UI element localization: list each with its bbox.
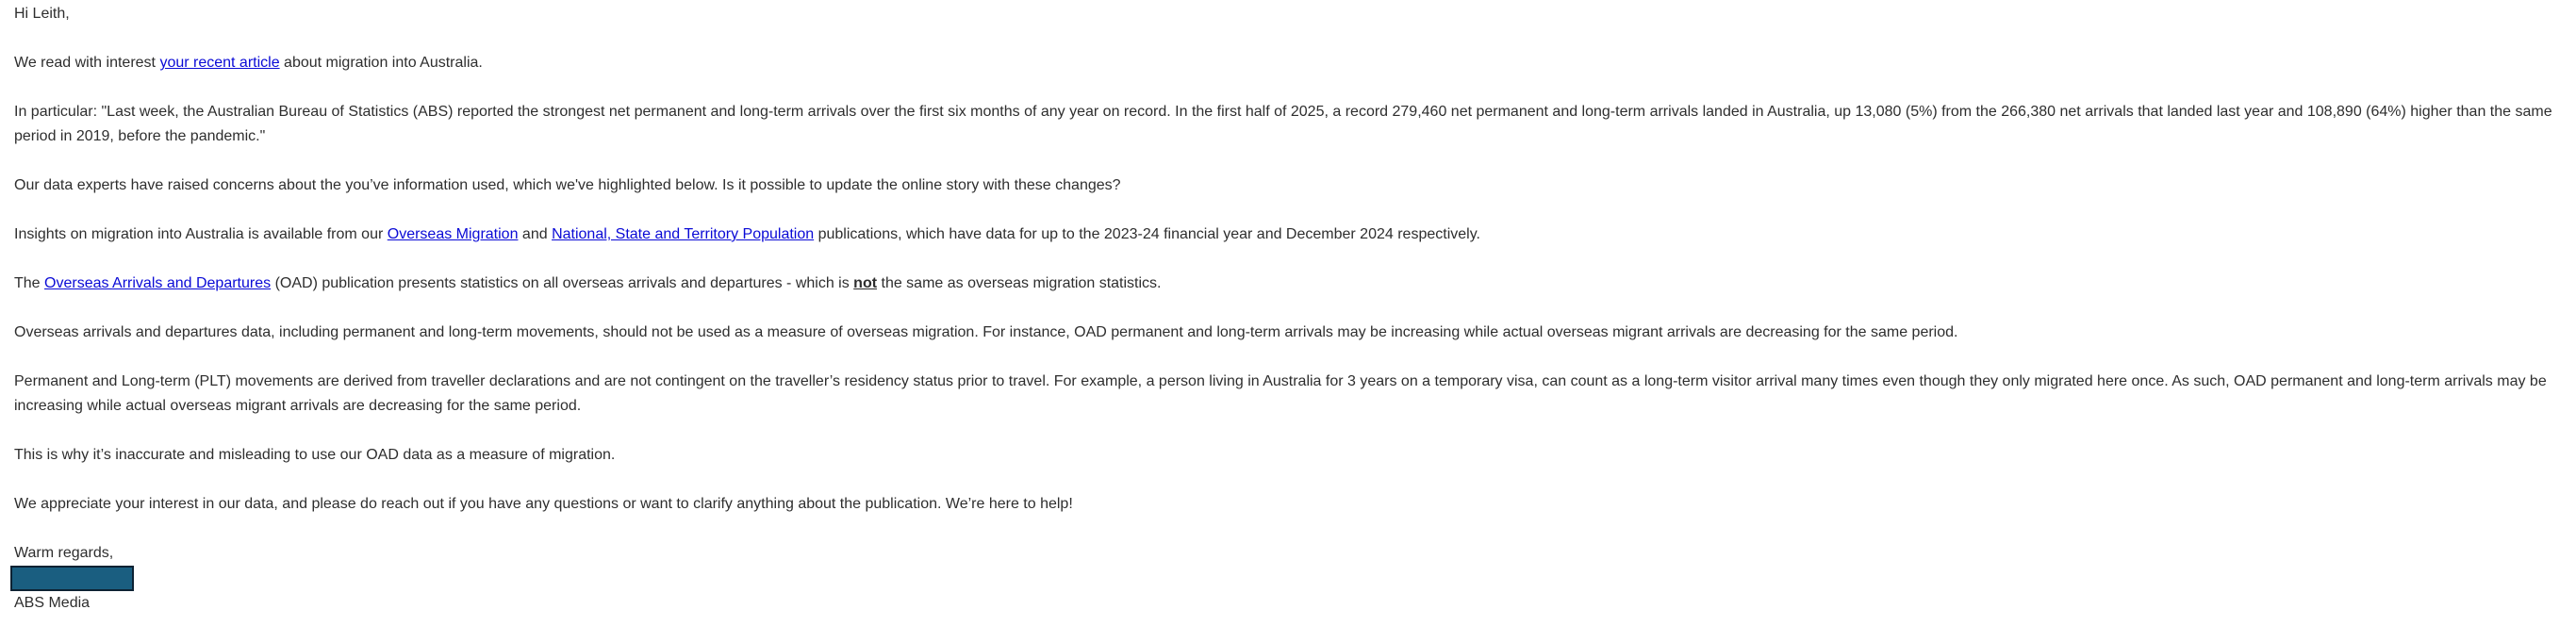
overseas-arrivals-departures-link[interactable]: Overseas Arrivals and Departures	[44, 275, 272, 291]
insights-text-after: publications, which have data for up to the 2023-24 financial year and December 2024 respectively.	[814, 226, 1480, 242]
intro-paragraph	[14, 51, 2562, 75]
oad-text-before: The	[14, 275, 45, 291]
oad-not-measure-paragraph: Overseas arrivals and departures data, including permanent and long-term movements, should not be used as a measure of overseas migration. For instance, OAD permanent and long-term arrivals may be increasing while actual overseas migrant arrivals are decreasing for the same period.	[14, 324, 1958, 340]
not-emphasis: not	[853, 275, 878, 291]
redacted-signature-name	[10, 566, 134, 591]
insights-text-middle: and	[518, 226, 553, 242]
plt-paragraph: Permanent and Long-term (PLT) movements are derived from traveller declarations and are not contingent on the traveller’s residency status prior to travel. For example, a person living in Australia for 3 years on a temporary visa, can count as a long-term visitor arrival many times even though they only migrated here once. As such, OAD permanent and long-term arrivals may be increasing while actual overseas migrant arrivals are decreasing for the same period.	[14, 373, 2547, 414]
oad-text-middle: (OAD) publication presents statistics on all overseas arrivals and departures - which is	[271, 275, 854, 291]
signoff: Warm regards,	[14, 545, 114, 561]
concerns-paragraph: Our data experts have raised concerns about the you’ve information used, which we've highlighted below. Is it possible to update the online story with these changes?	[14, 177, 1121, 193]
recent-article-link[interactable]: your recent article	[159, 55, 280, 71]
overseas-migration-link[interactable]: Overseas Migration	[387, 226, 519, 242]
national-state-territory-population-link[interactable]: National, State and Territory Population	[552, 226, 815, 242]
oad-paragraph	[14, 272, 2562, 296]
insights-text-before: Insights on migration into Australia is available from our	[14, 226, 388, 242]
quoted-article-paragraph: In particular: "Last week, the Australian Bureau of Statistics (ABS) reported the strongest net permanent and long-term arrivals over the first six months of any year on record. In the first half of 2025, a record 279,460 net permanent and long-term arrivals landed in Australia, up 13,080 (5%) from the 266,380 net arrivals that landed last year and 108,890 (64%) higher than the same period in 2019, before the pandemic."	[14, 104, 2552, 144]
greeting: Hi Leith,	[14, 6, 70, 22]
signature-org: ABS Media	[14, 595, 91, 611]
oad-text-after: the same as overseas migration statistics.	[877, 275, 1162, 291]
intro-text-after: about migration into Australia.	[279, 55, 483, 71]
inaccurate-paragraph: This is why it’s inaccurate and misleading to use our OAD data as a measure of migration.	[14, 447, 616, 463]
intro-text-before: We read with interest	[14, 55, 160, 71]
appreciation-paragraph: We appreciate your interest in our data, and please do reach out if you have any questions or want to clarify anything about the publication. We’re here to help!	[14, 496, 1073, 512]
insights-paragraph	[14, 222, 2562, 247]
